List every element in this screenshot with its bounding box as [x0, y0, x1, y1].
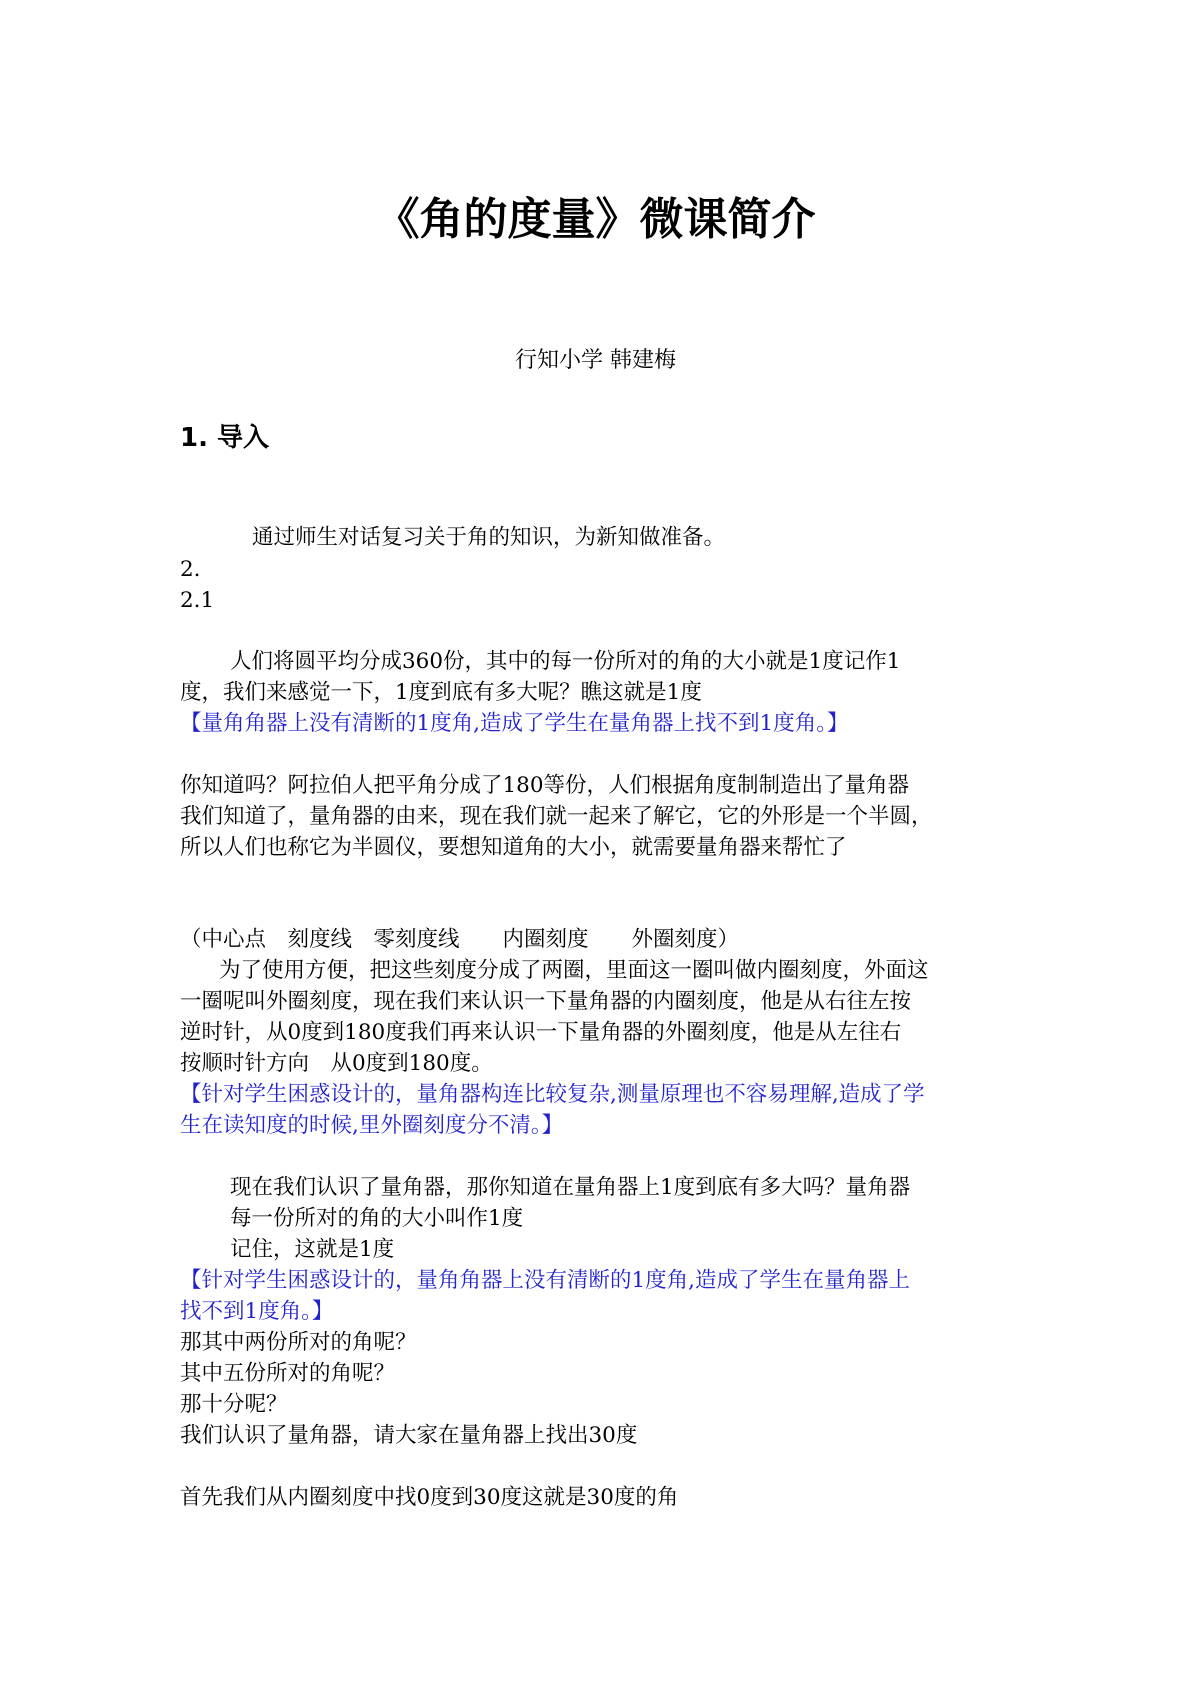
paragraph-line: 所以人们也称它为半圆仪，要想知道角的大小，就需要量角器来帮忙了	[180, 835, 847, 860]
paragraph-line: 其中五份所对的角呢？	[180, 1361, 396, 1386]
paragraph-line: 你知道吗？阿拉伯人把平角分成了180等份，人们根据角度制制造出了量角器	[180, 773, 910, 798]
protractor-parts-list: （中心点 刻度线 零刻度线 内圈刻度 外圈刻度）	[180, 927, 740, 952]
paragraph-line: 通过师生对话复习关于角的知识，为新知做准备。	[252, 525, 726, 550]
paragraph-line: 我们知道了，量角器的由来，现在我们就一起来了解它，它的外形是一个半圆，	[180, 804, 933, 829]
design-note: 生在读知度的时候,里外圈刻度分不清。】	[180, 1113, 564, 1138]
paragraph-line: 我们认识了量角器，请大家在量角器上找出30度	[180, 1423, 638, 1448]
paragraph-line: 逆时针，从0度到180度我们再来认识一下量角器的外圈刻度，他是从左往右	[180, 1020, 902, 1045]
section-number: 2.	[180, 557, 201, 582]
paragraph-line: 首先我们从内圈刻度中找0度到30度这就是30度的角	[180, 1485, 679, 1510]
paragraph-line: 现在我们认识了量角器，那你知道在量角器上1度到底有多大吗？量角器	[230, 1175, 911, 1200]
paragraph-line: 每一份所对的角的大小叫作1度	[230, 1206, 524, 1231]
paragraph-line: 为了使用方便，把这些刻度分成了两圈，里面这一圈叫做内圈刻度，外面这	[219, 958, 929, 983]
design-note: 【针对学生困惑设计的，量角器构连比较复杂,测量原理也不容易理解,造成了学	[180, 1082, 925, 1107]
paragraph-line: 一圈呢叫外圈刻度，现在我们来认识一下量角器的内圈刻度，他是从右往左按	[180, 989, 912, 1014]
section-heading-intro: 1. 导入	[180, 423, 270, 453]
paragraph-line: 记住，这就是1度	[230, 1237, 395, 1262]
document-title: 《角的度量》微课简介	[375, 194, 816, 245]
paragraph-line: 按顺时针方向 从0度到180度。	[180, 1051, 493, 1076]
design-note: 找不到1度角。】	[180, 1299, 334, 1324]
subsection-number: 2.1	[180, 588, 215, 613]
paragraph-line: 那其中两份所对的角呢？	[180, 1330, 417, 1355]
paragraph-line: 度，我们来感觉一下，1度到底有多大呢？瞧这就是1度	[180, 680, 702, 705]
author-line: 行知小学 韩建梅	[515, 348, 676, 373]
paragraph-line: 那十分呢？	[180, 1392, 288, 1417]
design-note: 【量角角器上没有清断的1度角,造成了学生在量角器上找不到1度角。】	[180, 711, 849, 736]
paragraph-line: 人们将圆平均分成360份，其中的每一份所对的角的大小就是1度记作1	[230, 649, 901, 674]
design-note: 【针对学生困惑设计的，量角角器上没有清断的1度角,造成了学生在量角器上	[180, 1268, 911, 1293]
